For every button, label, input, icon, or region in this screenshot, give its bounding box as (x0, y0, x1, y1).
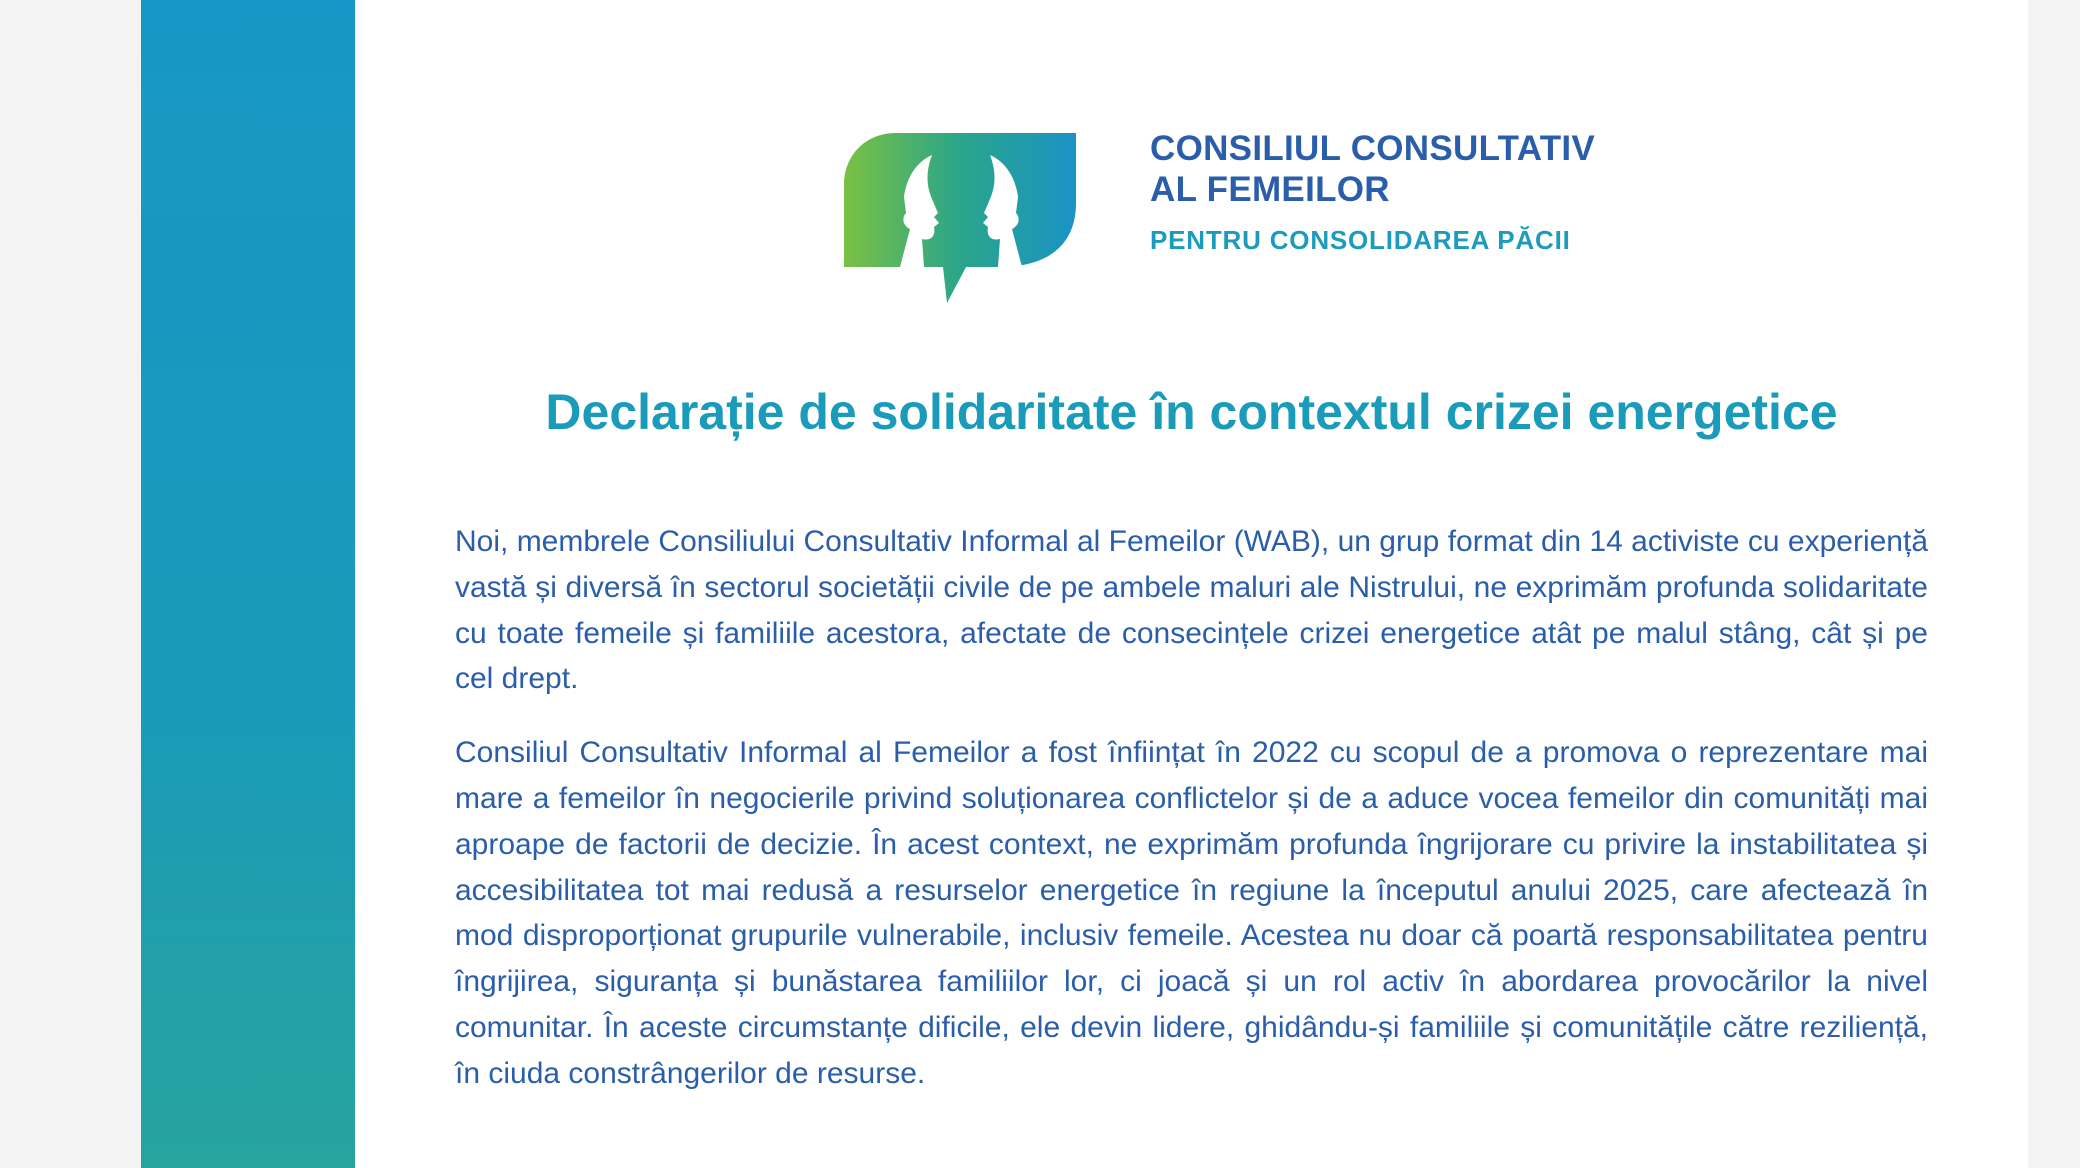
document-body (455, 519, 1928, 1097)
organization-logo (844, 128, 1664, 308)
speech-bubble-two-faces-icon (844, 133, 1076, 305)
paragraph-2: Consiliul Consultativ Informal al Femeilor a fost înființat în 2022 cu scopul de a promova o reprezentare mai mare a femeilor în negocierile privind soluționarea conflictelor și de a aduce vocea femeilor din comunități mai aproape de factorii de decizie. În acest context, ne exprimăm profunda îngrijorare cu privire la instabilitatea și accesibilitatea tot mai redusă a resurselor energetice în regiune la începutul anului 2025, care afectează în mod disproporționat grupurile vulnerabile, inclusiv femeile. Acestea nu doar că poartă responsabilitatea pentru îngrijirea, siguranța și bunăstarea familiilor lor, ci joacă și un rol activ în abordarea provocărilor la nivel comunitar. În aceste circumstanțe dificile, ele devin lidere, ghidându-și familiile și comunitățile către reziliență, în ciuda constrângerilor de resurse. (455, 736, 1928, 1090)
logo-wordmark (1150, 128, 1670, 256)
logo-title-line-2: AL FEMEILOR (1150, 170, 1390, 209)
paragraph-1: Noi, membrele Consiliului Consultativ Informal al Femeilor (WAB), un grup format din 14 activiste cu experiență vastă și diversă în sectorul societății civile de pe ambele maluri ale Nistrului, ne exprimăm profunda solidaritate cu toate femeile și familiile acestora, afectate de consecințele crizei energetice atât pe malul stâng, cât și pe cel drept. (455, 525, 1928, 696)
document-page (355, 0, 2028, 1168)
logo-subtitle: PENTRU CONSOLIDAREA PĂCII (1150, 225, 1571, 255)
logo-title-line-1: CONSILIUL CONSULTATIV (1150, 129, 1596, 168)
document-title: Declarație de solidaritate în contextul crizei energetice (545, 384, 1838, 440)
document-border-frame (141, 0, 1961, 1168)
